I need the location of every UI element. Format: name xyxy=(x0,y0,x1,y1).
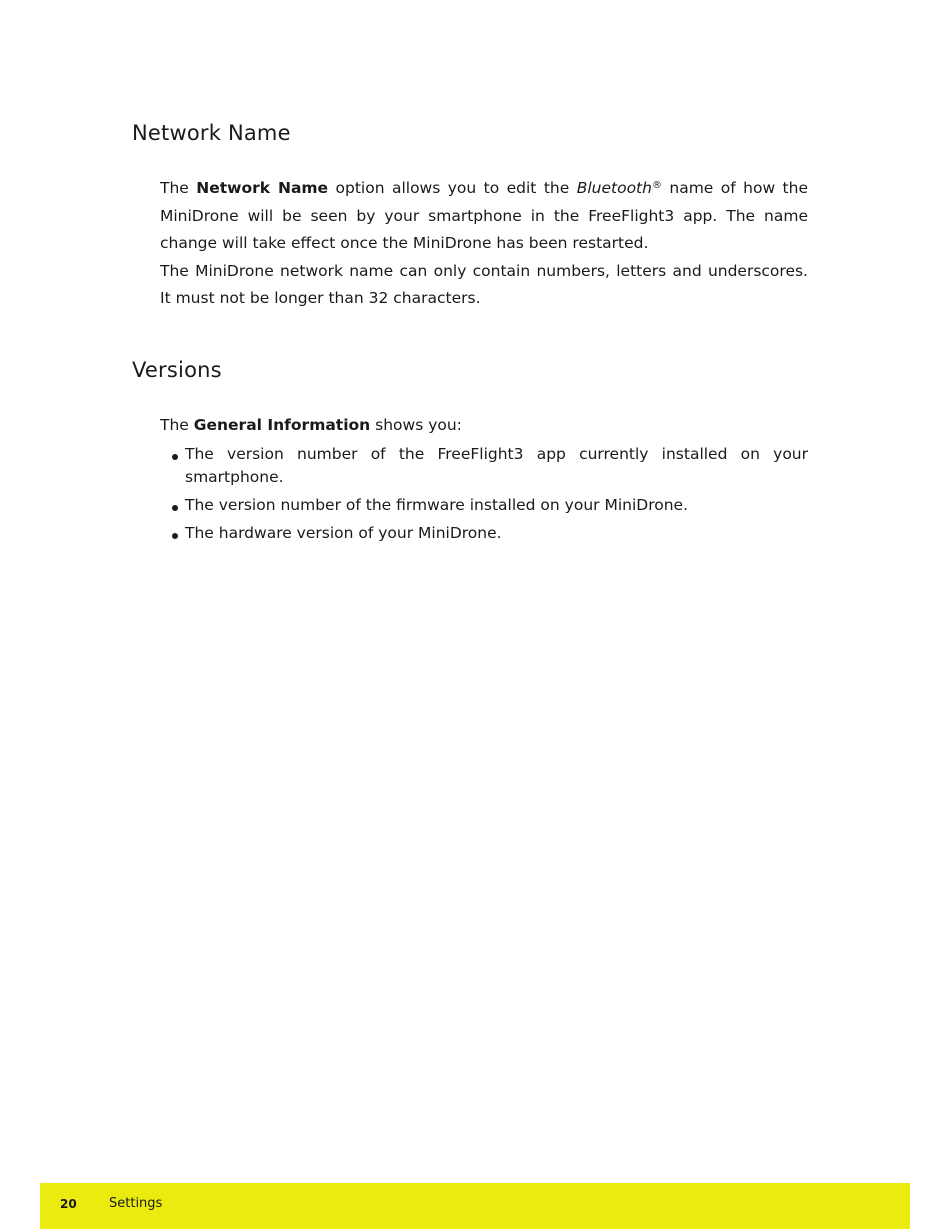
text-run: The xyxy=(160,179,197,197)
bullet-icon xyxy=(172,533,178,539)
footer-section-label: Settings xyxy=(109,1196,163,1211)
network-name-section xyxy=(132,118,808,313)
text-run: The xyxy=(160,416,194,434)
list-item-text: The hardware version of your MiniDrone. xyxy=(185,523,502,542)
bullet-icon xyxy=(172,505,178,511)
network-name-body xyxy=(160,175,808,313)
bullet-icon xyxy=(172,454,178,460)
text-run: name of how the MiniDrone will be seen by your smartphone in the FreeFlight3 app. The name change will take effect once the MiniDrone has been restarted. xyxy=(160,179,808,252)
registered-mark: ® xyxy=(651,180,662,191)
text-run: shows you: xyxy=(370,416,462,434)
network-name-paragraph-2: The MiniDrone network name can only contain numbers, letters and underscores. It must not be longer than 32 characters. xyxy=(160,261,808,307)
general-information-bold-term: General Information xyxy=(193,416,371,434)
list-item xyxy=(160,522,808,545)
bluetooth-term: Bluetooth xyxy=(576,179,652,197)
list-item xyxy=(160,494,808,517)
page-footer xyxy=(40,1183,910,1229)
network-name-paragraph-1 xyxy=(160,175,808,258)
list-item-text: The version number of the FreeFlight3 app currently installed on your smartphone. xyxy=(185,444,808,486)
text-run: option allows you to edit the xyxy=(328,179,577,197)
versions-body xyxy=(160,412,808,545)
versions-list xyxy=(160,443,808,545)
list-item-text: The version number of the firmware installed on your MiniDrone. xyxy=(185,495,688,514)
network-name-heading: Network Name xyxy=(132,121,291,145)
network-name-bold-term: Network Name xyxy=(196,179,329,197)
page-number: 20 xyxy=(60,1197,77,1211)
list-item xyxy=(160,443,808,489)
versions-intro xyxy=(160,412,808,440)
versions-heading: Versions xyxy=(132,358,222,382)
versions-section xyxy=(132,355,808,550)
